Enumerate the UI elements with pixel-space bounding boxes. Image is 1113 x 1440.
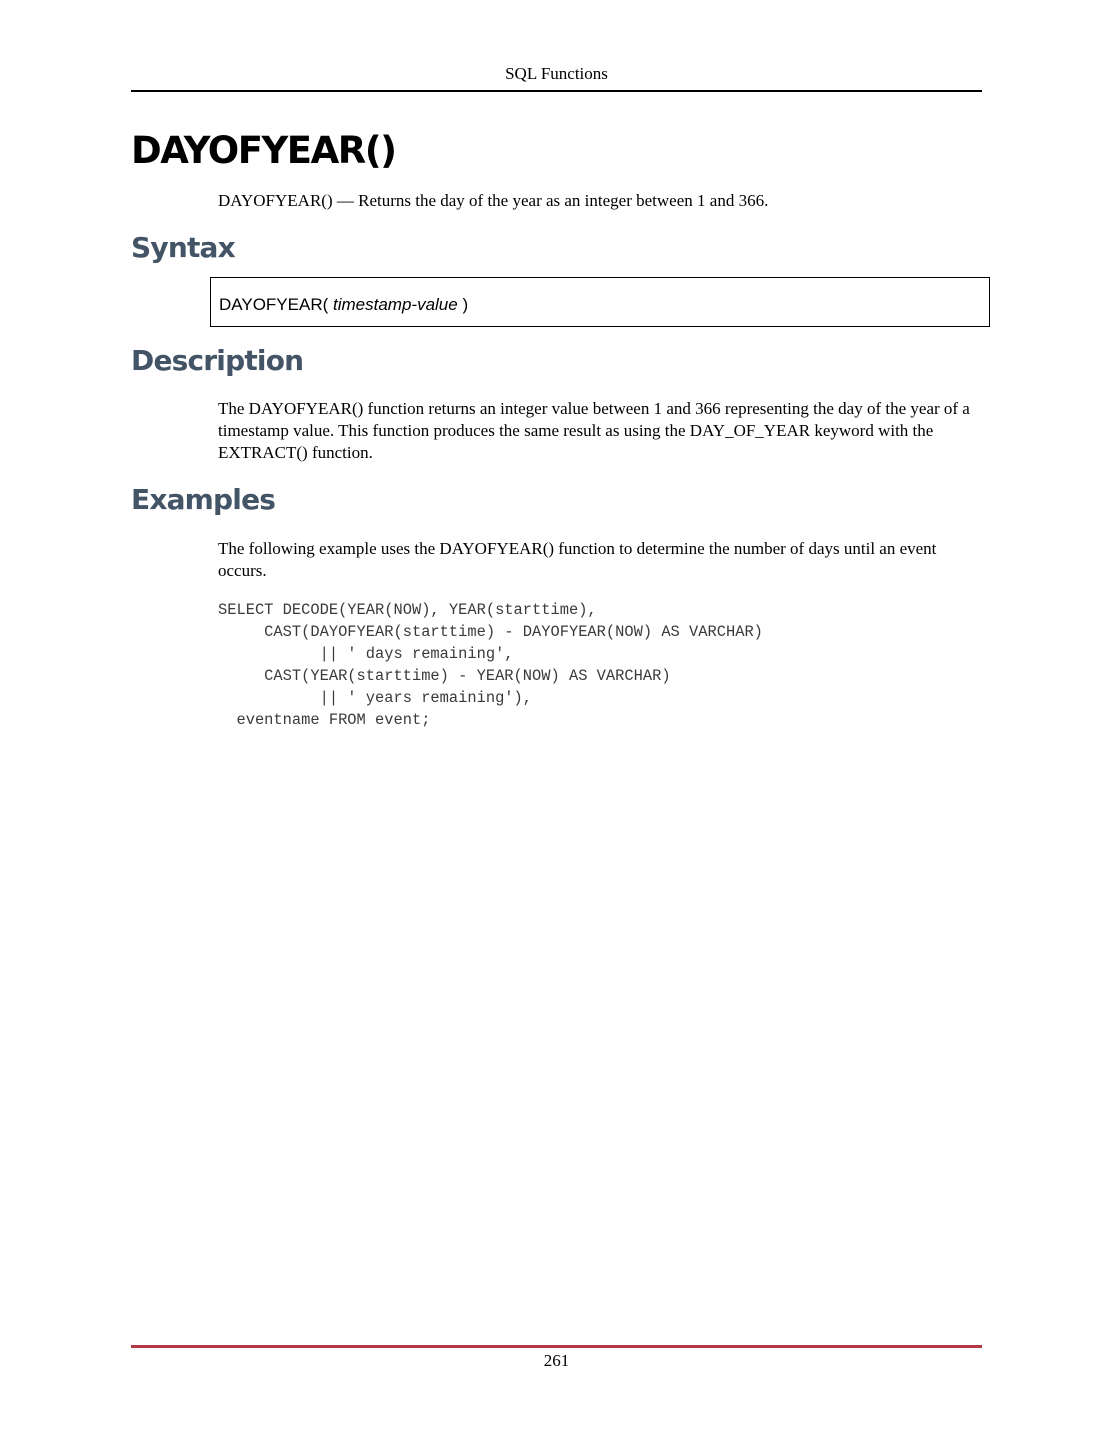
syntax-closing-paren: ) bbox=[462, 295, 469, 314]
function-summary: DAYOFYEAR() — Returns the day of the year as an integer between 1 and 366. bbox=[218, 191, 769, 210]
header-rule bbox=[131, 90, 982, 92]
syntax-function-name: DAYOFYEAR( bbox=[219, 295, 329, 314]
examples-heading: Examples bbox=[131, 483, 276, 516]
footer-rule bbox=[131, 1345, 982, 1348]
syntax-heading: Syntax bbox=[131, 231, 235, 264]
syntax-signature bbox=[219, 295, 468, 315]
example-code-block: SELECT DECODE(YEAR(NOW), YEAR(starttime), CAST(DAYOFYEAR(starttime) - DAYOFYEAR(NOW) AS VARCHAR) || ' days remaining', CAST(YEAR(starttime) - YEAR(NOW) AS VARCHAR) || ' years remaining'), eventname FROM event; bbox=[218, 601, 763, 729]
example-paragraph: The following example uses the DAYOFYEAR() function to determine the number of days until an event occurs. bbox=[218, 539, 937, 580]
description-heading: Description bbox=[131, 344, 304, 377]
page-number: 261 bbox=[543, 1351, 570, 1370]
description-paragraph: The DAYOFYEAR() function returns an integer value between 1 and 366 representing the day of the year of a timestamp value. This function produces the same result as using the DAY_OF_YEAR keyword with the EXTRACT() function. bbox=[218, 399, 970, 462]
page-title: DAYOFYEAR() bbox=[131, 129, 396, 172]
syntax-argument: timestamp-value bbox=[333, 295, 458, 314]
running-header: SQL Functions bbox=[505, 64, 608, 83]
syntax-box bbox=[210, 277, 990, 327]
